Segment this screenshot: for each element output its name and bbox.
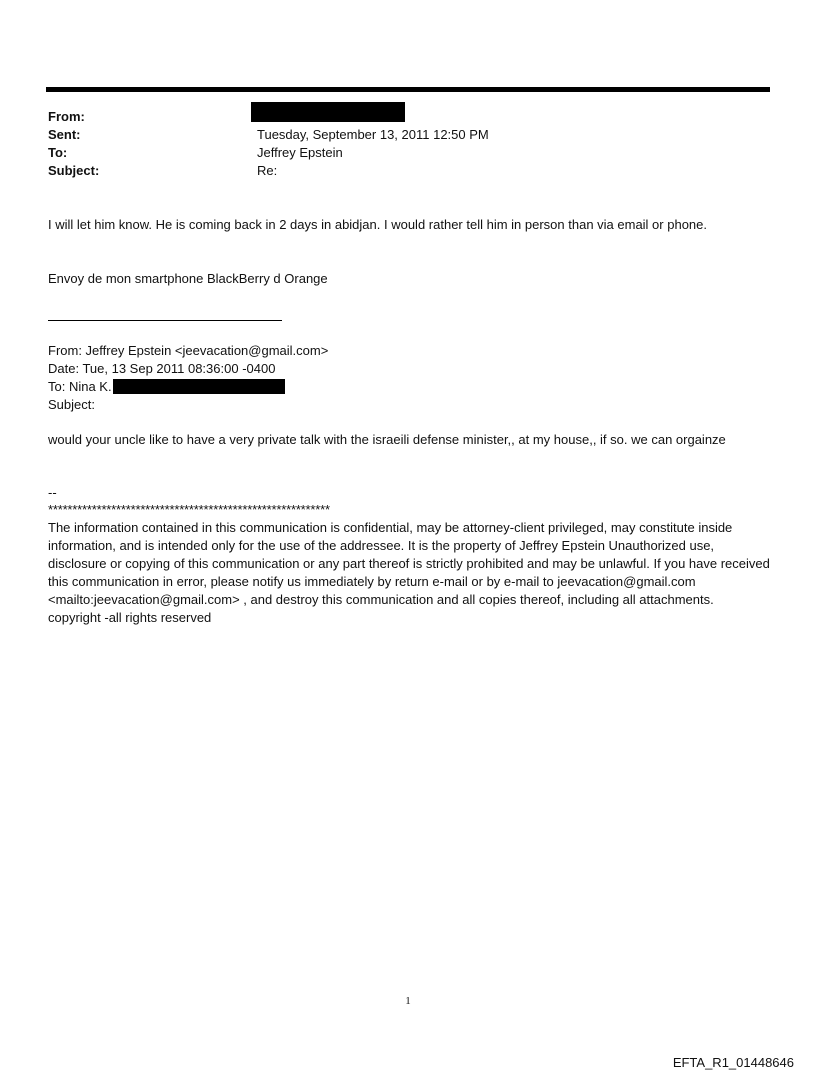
sent-label: Sent: bbox=[48, 127, 81, 142]
quote-separator bbox=[48, 320, 282, 321]
to-label: To: bbox=[48, 145, 68, 160]
footer-dashes: -- bbox=[48, 485, 57, 500]
header-rule bbox=[46, 87, 770, 92]
from-label: From: bbox=[48, 109, 85, 124]
quoted-date: Date: Tue, 13 Sep 2011 08:36:00 -0400 bbox=[48, 361, 276, 376]
reply-text: I will let him know. He is coming back in 2 days in abidjan. I would rather tell him in person than via email or phone. bbox=[48, 217, 707, 232]
quoted-to: To: Nina K. bbox=[48, 379, 112, 394]
footer-stars: ********************************************************** bbox=[48, 502, 330, 517]
redacted-recipient bbox=[113, 379, 285, 394]
sent-value: Tuesday, September 13, 2011 12:50 PM bbox=[257, 127, 489, 142]
page-number: 1 bbox=[405, 995, 411, 1007]
quoted-message: would your uncle like to have a very private talk with the israeili defense minister,, at my house,, if so. we can orgainze bbox=[48, 432, 726, 447]
to-value: Jeffrey Epstein bbox=[257, 145, 343, 160]
quoted-from: From: Jeffrey Epstein <jeevacation@gmail.com> bbox=[48, 343, 329, 358]
confidentiality-disclaimer: The information contained in this communication is confidential, may be attorney-client privileged, may constitute inside information, and is intended only for the use of the addressee. It is the property of Jeffrey Epstein Unauthorized use, disclosure or copying of this communication or any part thereof is strictly prohibited and may be unlawful. If you have received this communication in error, please notify us immediately by return e-mail or by e-mail to jeevacation@gmail.com <mailto:jeevacation@gmail.com> , and destroy this communication and all copies thereof, including all attachments. copyright -all rights reserved bbox=[48, 520, 770, 625]
redacted-sender bbox=[251, 102, 405, 122]
subject-label: Subject: bbox=[48, 163, 100, 178]
document-id: EFTA_R1_01448646 bbox=[672, 1055, 794, 1070]
subject-value: Re: bbox=[257, 163, 278, 178]
signature-text: Envoy de mon smartphone BlackBerry d Orange bbox=[48, 271, 328, 286]
quoted-subject: Subject: bbox=[48, 397, 95, 412]
